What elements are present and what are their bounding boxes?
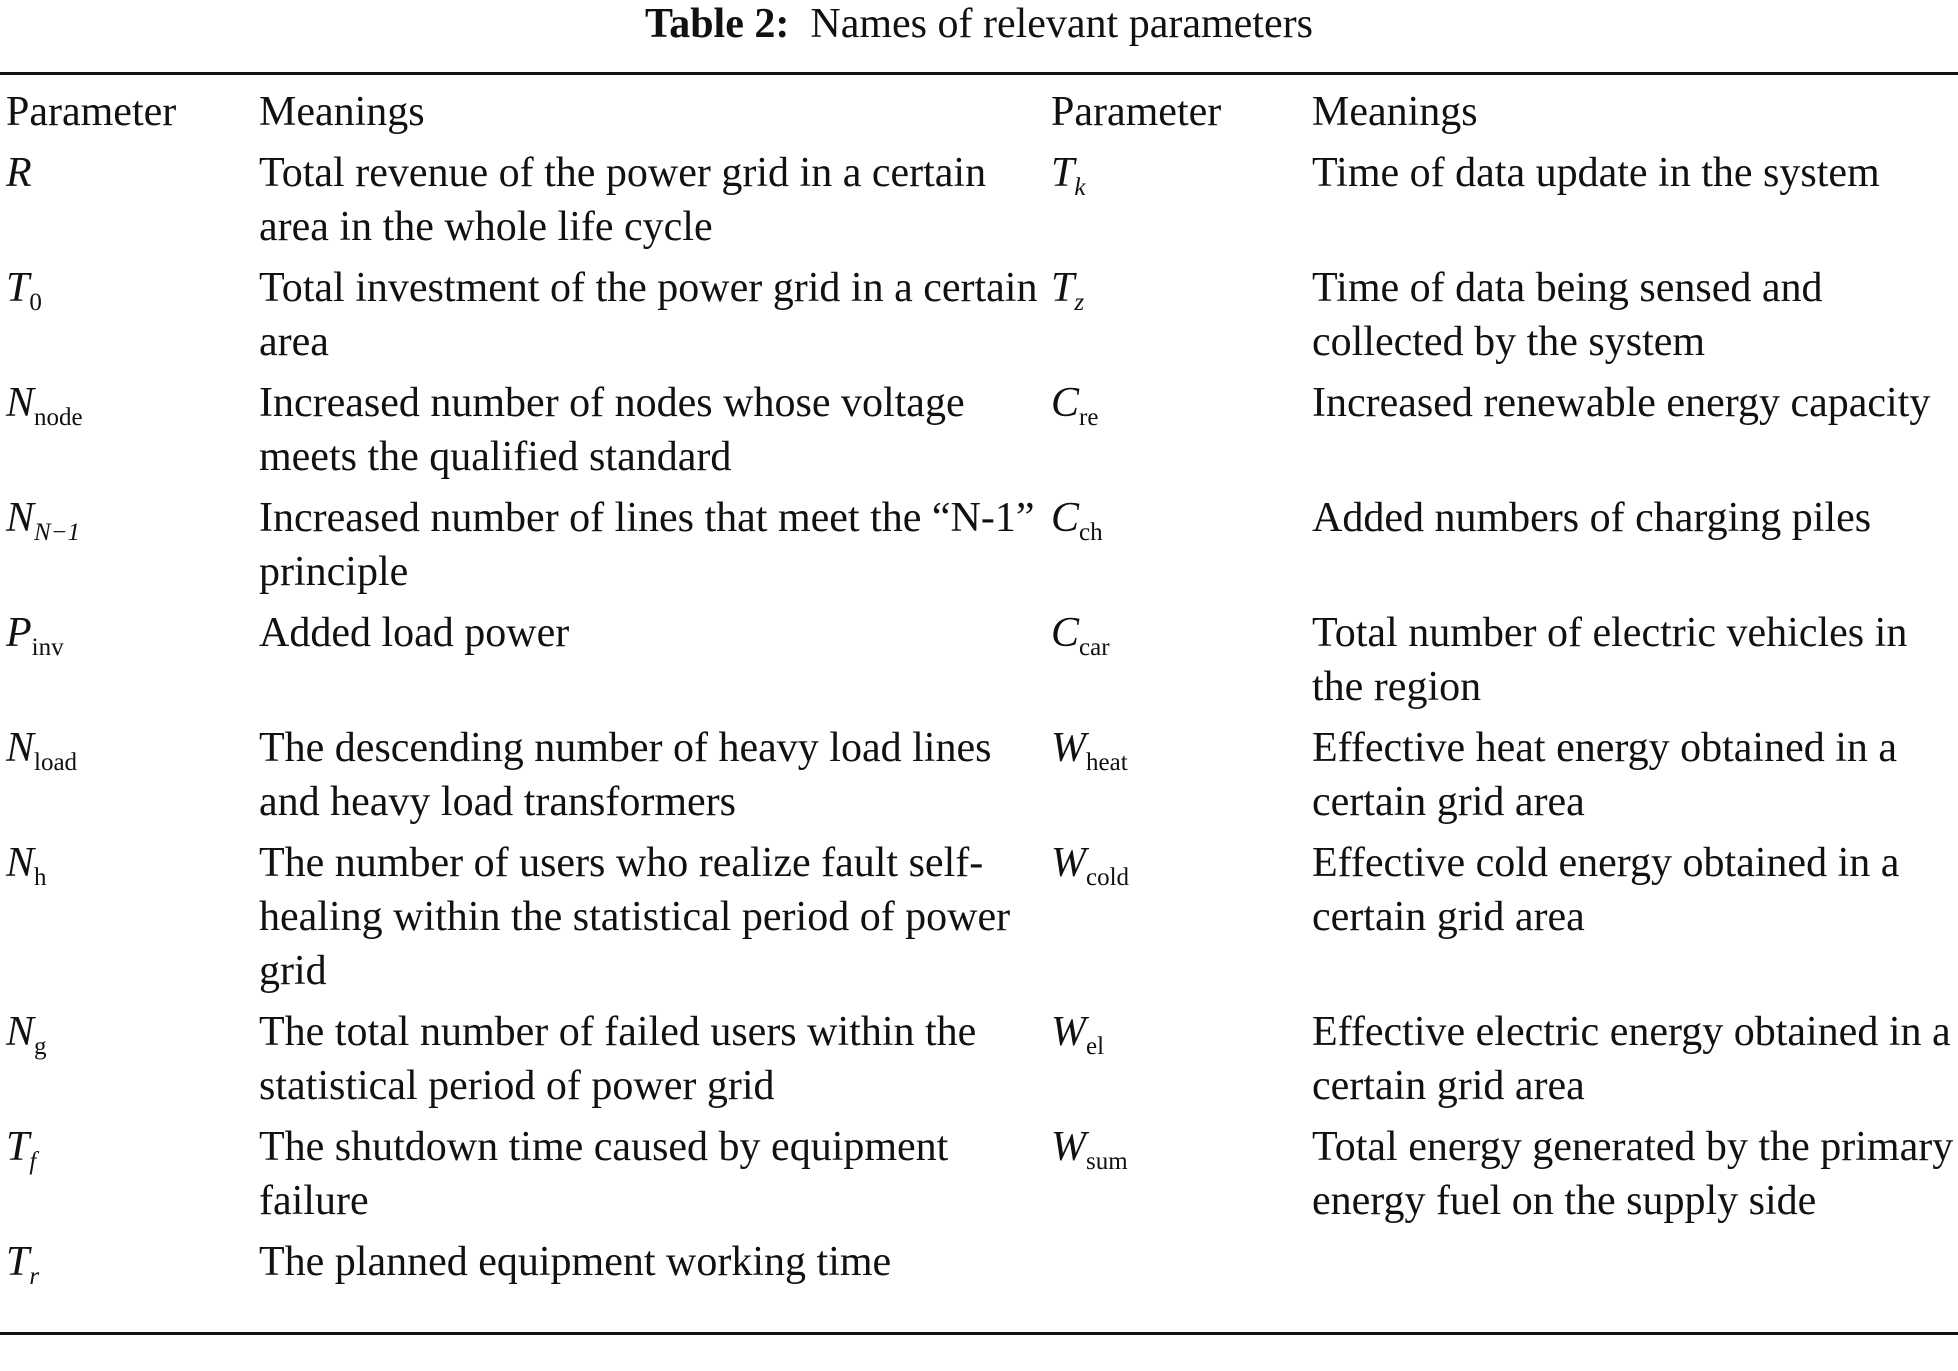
table-row (0, 1005, 1958, 1120)
symbol-subscript: inv (31, 634, 64, 661)
parameter-meaning-right: Total energy generated by the primary energy fuel on the supply side (1312, 1124, 1954, 1224)
parameter-symbol-right (1045, 836, 1306, 1005)
parameter-symbol-right (1045, 376, 1306, 491)
table-row (0, 261, 1958, 376)
symbol-subscript: sum (1086, 1148, 1128, 1175)
symbol-base: C (1051, 380, 1080, 426)
parameter-meaning-left: Total revenue of the power grid in a certain area in the whole life cycle (259, 150, 987, 250)
table-row (0, 146, 1958, 261)
table-row (0, 491, 1958, 606)
table-row (0, 1235, 1958, 1296)
symbol-base: N (6, 1009, 35, 1055)
parameter-symbol-right (1045, 491, 1306, 606)
symbol-base: W (1051, 840, 1086, 886)
parameter-symbol-left (0, 1120, 253, 1235)
header-meanings-right: Meanings (1312, 89, 1478, 135)
header-meanings-left: Meanings (259, 89, 425, 135)
symbol-base: T (6, 1124, 30, 1170)
header-parameter-right: Parameter (1051, 89, 1222, 135)
symbol-base: N (6, 725, 35, 771)
parameter-meaning-right: Increased renewable energy capacity (1312, 380, 1931, 426)
parameter-symbol-right (1045, 1235, 1306, 1296)
parameter-meaning-left: The total number of failed users within the statistical period of power grid (259, 1009, 977, 1109)
header-row (0, 80, 1958, 146)
table-row (0, 836, 1958, 1005)
symbol-subscript: N−1 (34, 519, 81, 546)
parameter-symbol-left (0, 146, 253, 261)
table-caption (0, 0, 1958, 48)
bottom-rule (0, 1332, 1958, 1335)
table-body (0, 146, 1958, 1296)
symbol-subscript: car (1079, 634, 1110, 661)
parameter-symbol-left (0, 376, 253, 491)
parameter-meaning-left: The shutdown time caused by equipment failure (259, 1124, 949, 1224)
symbol-base: T (6, 1239, 30, 1285)
parameter-meaning-right: Effective heat energy obtained in a certain grid area (1312, 725, 1898, 825)
parameter-symbol-left (0, 606, 253, 721)
parameter-meaning-right (1306, 1235, 1958, 1296)
header-parameter-left: Parameter (6, 89, 177, 135)
symbol-base: T (1051, 150, 1075, 196)
symbol-base: W (1051, 1009, 1086, 1055)
parameter-symbol-right (1045, 1120, 1306, 1235)
symbol-base: N (6, 380, 35, 426)
parameter-meaning-left: The number of users who realize fault self-healing within the statistical period of power grid (259, 840, 1011, 994)
symbol-base: P (6, 610, 32, 656)
parameter-meaning-left: Increased number of lines that meet the “N-1” principle (259, 495, 1035, 595)
symbol-subscript: ch (1079, 519, 1103, 546)
parameter-meaning-right: Time of data update in the system (1312, 150, 1880, 196)
symbol-subscript: node (34, 404, 83, 431)
caption-title: Names of relevant parameters (810, 1, 1313, 47)
symbol-base: N (6, 495, 35, 541)
parameter-meaning-left: Added load power (259, 610, 570, 656)
symbol-base: R (6, 150, 32, 196)
symbol-base: T (1051, 265, 1075, 311)
parameter-meaning-left: Increased number of nodes whose voltage meets the qualified standard (259, 380, 965, 480)
symbol-subscript: r (29, 1263, 40, 1290)
table-row (0, 606, 1958, 721)
parameter-symbol-right (1045, 1005, 1306, 1120)
parameter-meaning-right: Effective cold energy obtained in a certain grid area (1312, 840, 1900, 940)
parameter-symbol-left (0, 721, 253, 836)
symbol-subscript: h (34, 864, 47, 891)
parameter-symbol-right (1045, 146, 1306, 261)
parameter-meaning-left: Total investment of the power grid in a certain area (259, 265, 1038, 365)
parameter-symbol-left (0, 261, 253, 376)
table-row (0, 376, 1958, 491)
symbol-base: W (1051, 725, 1086, 771)
parameter-meaning-left: The planned equipment working time (259, 1239, 892, 1285)
parameter-meaning-right: Effective electric energy obtained in a certain grid area (1312, 1009, 1951, 1109)
symbol-base: C (1051, 495, 1080, 541)
table-row (0, 1120, 1958, 1235)
parameter-symbol-left (0, 1235, 253, 1296)
symbol-subscript: load (34, 749, 78, 776)
parameter-meaning-right: Time of data being sensed and collected by the system (1312, 265, 1823, 365)
symbol-subscript: el (1086, 1033, 1105, 1060)
parameter-symbol-right (1045, 606, 1306, 721)
table-row (0, 721, 1958, 836)
top-rule (0, 72, 1958, 75)
symbol-base: W (1051, 1124, 1086, 1170)
symbol-subscript: g (34, 1033, 47, 1060)
parameter-symbol-right (1045, 261, 1306, 376)
symbol-subscript: 0 (29, 289, 42, 316)
parameter-symbol-right (1045, 721, 1306, 836)
parameter-meaning-right: Total number of electric vehicles in the region (1312, 610, 1908, 710)
parameter-meaning-left: The descending number of heavy load lines and heavy load transformers (259, 725, 992, 825)
symbol-subscript: cold (1086, 864, 1130, 891)
parameters-table (0, 80, 1958, 1296)
parameter-symbol-left (0, 836, 253, 1005)
symbol-subscript: k (1074, 174, 1086, 201)
caption-label: Table 2: (645, 1, 790, 47)
symbol-subscript: f (29, 1148, 37, 1175)
symbol-subscript: re (1079, 404, 1099, 431)
symbol-subscript: z (1074, 289, 1085, 316)
parameter-symbol-left (0, 491, 253, 606)
symbol-base: C (1051, 610, 1080, 656)
symbol-base: T (6, 265, 30, 311)
parameter-symbol-left (0, 1005, 253, 1120)
symbol-subscript: heat (1086, 749, 1128, 776)
parameter-meaning-right: Added numbers of charging piles (1312, 495, 1872, 541)
symbol-base: N (6, 840, 35, 886)
